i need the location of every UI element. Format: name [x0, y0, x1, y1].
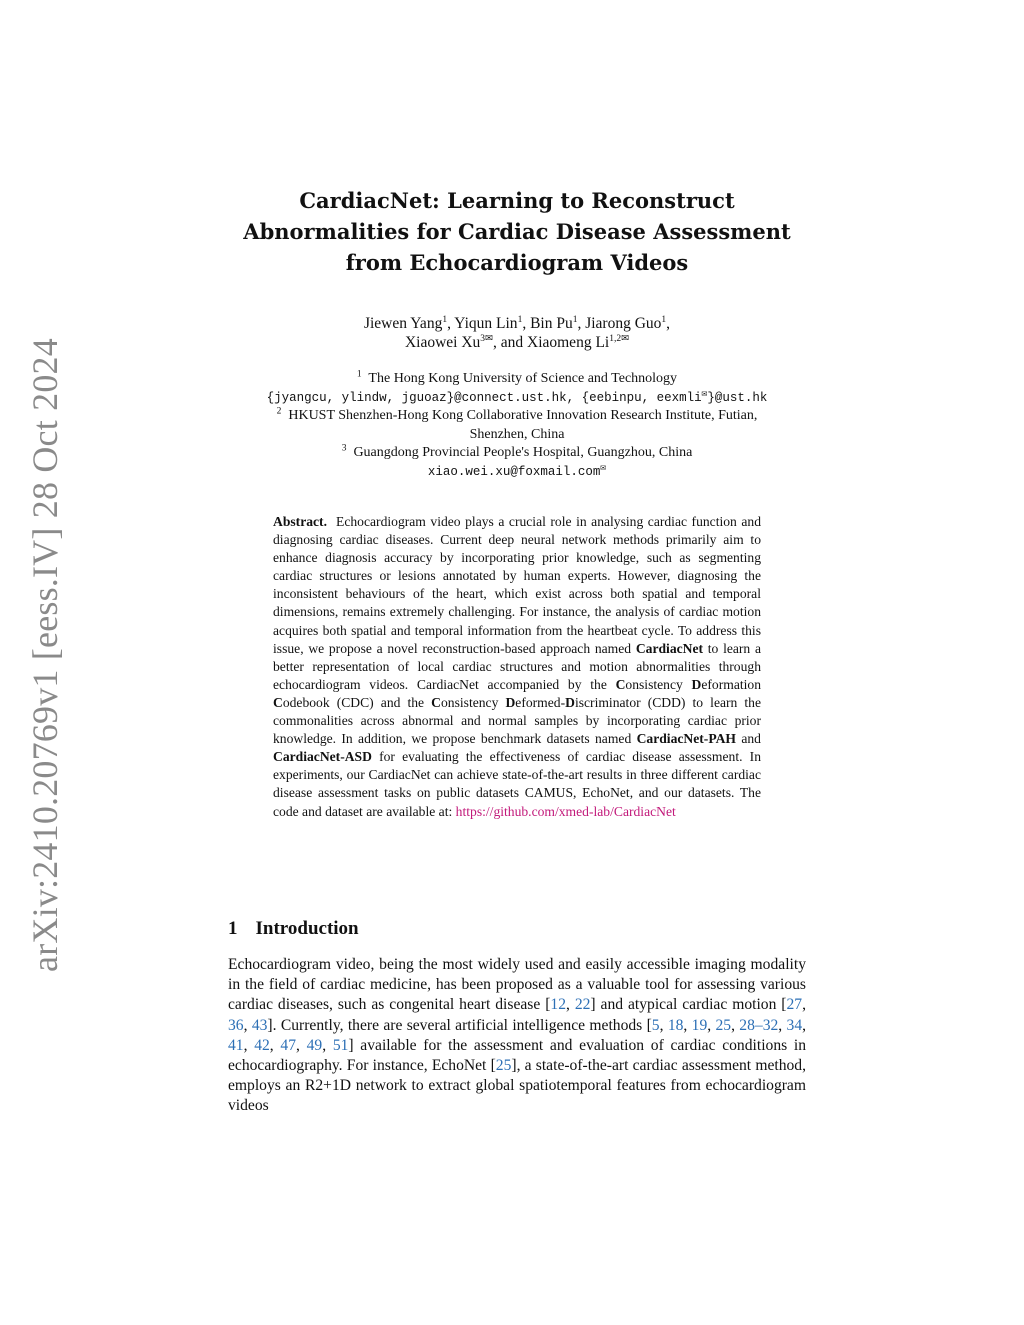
- affiliation-2: [214, 407, 820, 426]
- acronym-letter: C: [615, 676, 626, 692]
- title-line-2: Abnormalities for Cardiac Disease Assessment: [243, 219, 791, 244]
- code-link[interactable]: https://github.com/xmed-lab/CardiacNet: [455, 803, 676, 819]
- author-name: Jiewen Yang: [363, 315, 443, 332]
- corresponding-envelope-icon: ✉: [701, 387, 708, 399]
- affiliation-mark: 2: [276, 406, 282, 417]
- citation-link[interactable]: 27: [786, 996, 803, 1014]
- affiliation-2-cont: Shenzhen, China: [469, 426, 565, 442]
- citation-link[interactable]: 47: [280, 1036, 296, 1054]
- title-line-1: CardiacNet: Learning to Reconstruct: [299, 188, 735, 213]
- acronym-letter: C: [431, 694, 441, 710]
- citation-link[interactable]: 25: [715, 1016, 732, 1034]
- author-line-1: Jiewen Yang$^1$, Yiqun Lin$^1$, Bin Pu$^1$, Jiarong Guo$^1$,: [363, 314, 671, 332]
- author-affil-mark: 1: [442, 314, 448, 325]
- author-line-2: Xiaowei $Xu^{3✉}$, and Xiaomeng $Li^{1,2✉}$: [404, 333, 630, 351]
- abstract-text: eformed-: [515, 694, 566, 710]
- affiliation-name: Guangdong Provincial People's Hospital, Guangzhou, China: [353, 445, 693, 461]
- citation-link[interactable]: 25: [495, 1057, 512, 1075]
- abstract-label: Abstract.: [273, 514, 327, 529]
- author-affil-mark: 1: [517, 314, 523, 325]
- acronym-letter: D: [505, 694, 516, 710]
- title-line-3: from Echocardiogram Videos: [345, 250, 689, 275]
- citation-link[interactable]: 42: [254, 1036, 270, 1054]
- citation-link[interactable]: 43: [251, 1016, 268, 1034]
- affiliation-name: HKUST Shenzhen-Hong Kong Collaborative Innovation Research Institute, Futian,: [288, 408, 758, 424]
- affiliation-3-email: [214, 463, 820, 482]
- abstract-text: iscriminator (CDD) to learn the commonalities across abnormal and normal samples by incorporating cardiac prior knowledge. In addition, we propose benchmark datasets named: [273, 694, 762, 747]
- dataset-name: CardiacNet-PAH: [636, 731, 736, 747]
- citation-link[interactable]: 34: [786, 1016, 803, 1034]
- citation-link[interactable]: 28–32: [739, 1016, 779, 1034]
- author-name: Xiaomeng Li: [527, 334, 610, 351]
- author-affil-mark: 3✉: [480, 333, 493, 344]
- citation-link[interactable]: 22: [574, 996, 591, 1014]
- author-name: Xiaowei Xu: [404, 334, 481, 351]
- body-text: ] available for the assessment and evaluation of cardiac conditions in echocardiography. For instance, EchoNet [: [228, 1036, 807, 1075]
- author-conjunction: and: [500, 334, 524, 351]
- abstract-text: and: [741, 731, 761, 747]
- corresponding-envelope-icon: ✉: [600, 461, 607, 473]
- introduction-paragraph: Echocardiogram video, being the most widely used and easily accessible imaging modality in the field of cardiac medicine, has been proposed as a valuable tool for assessing various cardiac diseases, such as congenital heart disease [12, 22] and atypical cardiac motion [27, 36, 43]. Currently, there are several artificial intelligence methods [5, 18, 19, 25, 28–32, 34, 41, 42, 47, 49, 51] available for the assessment and evaluation of cardiac conditions in echocardiography. For instance, EchoNet [25], a state-of-the-art cardiac assessment method, employs an R2+1D network to extract global spatiotemporal features from echocardiogram videos: [228, 956, 807, 1115]
- method-name: CardiacNet: [635, 640, 704, 656]
- abstract-text: onsistency: [441, 694, 499, 710]
- body-text: ], a state-of-the-art cardiac assessment method, employs an R2+1D network to extract global spatiotemporal features from echocardiogram videos: [228, 1057, 806, 1115]
- acronym-letter: C: [273, 694, 283, 710]
- author-name: Jiarong Guo: [585, 315, 662, 332]
- citation-link[interactable]: 19: [691, 1016, 708, 1034]
- abstract-text: odebook (CDC) and the: [282, 694, 425, 710]
- citation-link[interactable]: 41: [228, 1036, 244, 1054]
- acronym-letter: D: [691, 676, 702, 692]
- author-affil-mark: 1: [661, 314, 667, 325]
- affiliation-3: [214, 444, 820, 463]
- abstract-text: onsistency: [625, 676, 683, 692]
- abstract-text: Echocardiogram video plays a crucial role in analysing cardiac function and diagnosing cardiac diseases. Current deep neural network methods primarily aim to enhance diagnosis accuracy by incorporating prior knowledge, such as segmenting cardiac structures or lesions annotated by human experts. However, diagnosing the inconsistent behaviours of the heart, which exist across both spatial and temporal dimensions, remains extremely challenging. For instance, the analysis of cardiac motion acquires both spatial and temporal information from the heartbeat cycle. To address this issue, we propose a novel reconstruction-based approach named: [273, 514, 762, 656]
- affiliations: [214, 370, 820, 482]
- email-text: xiao.wei.xu@foxmail.com: [427, 464, 601, 479]
- section-heading: [228, 918, 359, 940]
- abstract-text: to learn a better representation of local cardiac structures and motion abnormalities through echocardiogram videos. CardiacNet accompanied by the: [273, 640, 761, 692]
- affiliation-name: The Hong Kong University of Science and Technology: [368, 371, 678, 386]
- affiliation-mark: 3: [341, 443, 347, 454]
- author-name: Bin Pu: [530, 315, 573, 332]
- acronym-letter: D: [565, 694, 575, 710]
- citation-link[interactable]: 18: [667, 1016, 684, 1034]
- abstract: [273, 513, 761, 821]
- arxiv-identifier-stamp: arXiv:2410.20769v1 [eess.IV] 28 Oct 2024: [25, 338, 65, 972]
- abstract-text: for evaluating the effectiveness of cardiac disease assessment. In experiments, our CardiacNet can achieve state-of-the-art results in three different cardiac disease assessment tasks on public datasets CAMUS, EchoNet, and our datasets. The code and dataset are available at:: [273, 749, 761, 819]
- citation-link[interactable]: 49: [306, 1036, 323, 1054]
- email-text: {jyangcu, ylindw, jguoaz}@connect.ust.hk, {eebinpu, eexmli: [266, 390, 702, 405]
- author-affil-mark: 1: [572, 314, 578, 325]
- citation-link[interactable]: 36: [228, 1016, 244, 1034]
- body-text: Echocardiogram video, being the most widely used and easily accessible imaging modality in the field of cardiac medicine, has been proposed as a valuable tool for assessing various cardiac diseases, such as congenital heart disease [: [228, 956, 806, 1014]
- body-text: ] and atypical cardiac motion [: [590, 996, 787, 1014]
- paper-title: [228, 185, 806, 278]
- affiliation-1-emails: [214, 389, 820, 408]
- author-list: [228, 314, 806, 352]
- author-affil-mark: 1,2✉: [609, 333, 630, 344]
- dataset-name: CardiacNet-ASD: [273, 749, 372, 765]
- affiliation-mark: 1: [356, 369, 362, 380]
- section-title: Introduction: [255, 918, 359, 939]
- abstract-text: eformation: [701, 676, 762, 692]
- affiliation-1: [214, 370, 820, 389]
- citation-link[interactable]: 12: [550, 996, 566, 1014]
- citation-link[interactable]: 5: [651, 1016, 660, 1034]
- citation-link[interactable]: 51: [332, 1036, 349, 1054]
- email-text: }@ust.hk: [707, 390, 768, 405]
- body-text: ]. Currently, there are several artificial intelligence methods [: [267, 1016, 652, 1034]
- section-number: 1: [228, 918, 238, 939]
- author-name: Yiqun Lin: [454, 315, 518, 332]
